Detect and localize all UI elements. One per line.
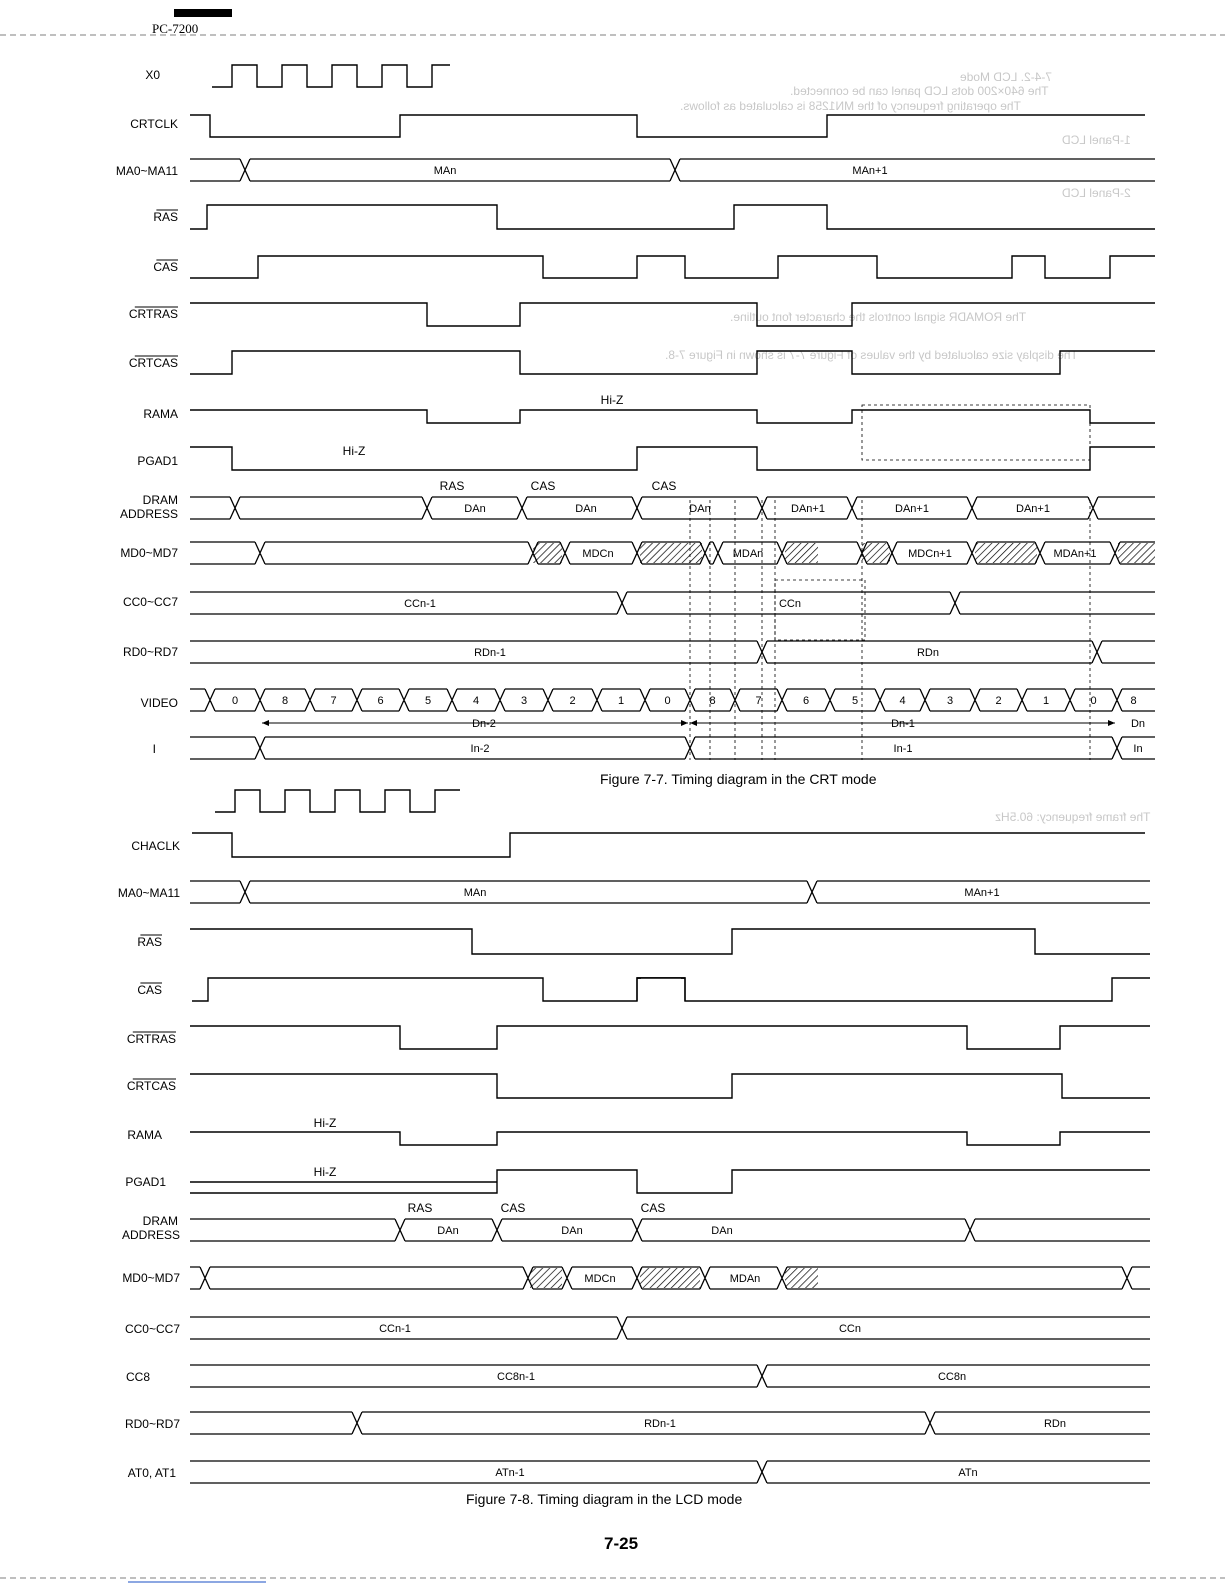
hatched-region [640, 543, 702, 563]
video-value: 4 [472, 695, 480, 707]
lcd-cas-mark: CAS [640, 1201, 666, 1215]
lcd-rama-label: RAMA [127, 1128, 162, 1142]
bus-value: DAn [464, 503, 486, 515]
bus-value: DAn [689, 503, 711, 515]
bus-value: CCn [838, 1323, 862, 1335]
video-label: VIDEO [140, 696, 178, 710]
dashed-box [775, 580, 865, 640]
video-value: 0 [1090, 695, 1097, 707]
video-span-label: Dn [1130, 718, 1146, 730]
pgad1-hiz: Hi-Z [342, 444, 366, 458]
cc-label: CC0~CC7 [122, 595, 178, 609]
bus-value: MAn [463, 887, 487, 899]
header-text: PC-7200 [152, 21, 199, 36]
video-value: 3 [520, 695, 528, 707]
bleed-line: 1-Panel LCD [1062, 133, 1131, 147]
bus-value: In [1133, 743, 1143, 755]
bus-value: ATn [958, 1467, 978, 1479]
bus-value: DAn [437, 1225, 459, 1237]
lcd-crtras-waveform [190, 1026, 1150, 1049]
bus-value: DAn [561, 1225, 583, 1237]
arrowhead [1108, 720, 1115, 726]
rama-waveform [190, 410, 1155, 423]
bus-value: MDCn+1 [908, 548, 952, 560]
bleed-line: The ROMADR signal controls the character font outline. [730, 310, 1027, 324]
ras-label: RAS [153, 210, 178, 224]
lcd-pgad1-hiz-gap [190, 1169, 495, 1171]
bus-value: ATn-1 [495, 1467, 525, 1479]
video-value: 8 [709, 695, 716, 707]
bus-value: MDAn [729, 1273, 761, 1285]
ras-waveform [190, 205, 1155, 229]
crtras-label: CRTRAS [128, 307, 178, 321]
lcd-at-bus [190, 1461, 1150, 1483]
video-value: 4 [899, 695, 906, 707]
bleed-line: The operating frequency of the MN1258 is calculated as follows. [680, 99, 1021, 113]
lcd-cc8-label: CC8 [125, 1370, 150, 1384]
md-label: MD0~MD7 [120, 546, 178, 560]
lcd-rama-waveform [190, 1132, 1150, 1145]
lcd-crtcas-waveform [190, 1074, 1150, 1098]
bus-value: MDCn [582, 548, 614, 560]
video-value: 6 [802, 695, 810, 707]
cas-label: CAS [153, 260, 178, 274]
hatched-region [640, 1268, 700, 1288]
lcd-at-label: AT0, AT1 [127, 1466, 176, 1480]
bus-value: MAn [433, 165, 457, 177]
bus-value: In-1 [893, 743, 913, 755]
lcd-dram-address-label: DRAM [142, 1214, 178, 1228]
hatched-region [862, 543, 890, 563]
crtclk-label: CRTCLK [130, 117, 178, 131]
lcd-cas-mark: CAS [500, 1201, 526, 1215]
rd-label: RD0~RD7 [122, 645, 178, 659]
lcd-cc8-bus [190, 1365, 1150, 1387]
video-value: 3 [946, 695, 954, 707]
lcd-rd-label: RD0~RD7 [124, 1417, 180, 1431]
bus-value: CCn-1 [379, 1323, 411, 1335]
chaclk-waveform [192, 833, 1145, 857]
lcd-cas-label: CAS [137, 983, 162, 997]
video-value: 0 [231, 695, 239, 707]
video-value: 1 [1042, 695, 1050, 707]
crtras-waveform [190, 303, 1155, 326]
video-value: 2 [569, 695, 576, 707]
video-value: 7 [755, 695, 762, 707]
dram-address-bus [190, 497, 1155, 519]
x0-label: X0 [145, 68, 160, 82]
bus-value: RDn [916, 647, 940, 659]
video-value: 8 [281, 695, 289, 707]
figure-7-7-caption: Figure 7-7. Timing diagram in the CRT mode [600, 771, 877, 787]
bus-value: DAn+1 [1016, 503, 1050, 515]
hatched-region [975, 543, 1037, 563]
pgad1-waveform [190, 447, 1155, 470]
video-value: 0 [664, 695, 671, 707]
arrowhead [690, 720, 697, 726]
crtcas-waveform [190, 351, 1155, 374]
ma-label: MA0~MA11 [115, 164, 178, 178]
rd-bus [190, 641, 1155, 663]
video-value: 1 [617, 695, 625, 707]
ma-bus [190, 159, 1155, 181]
bus-value: DAn [575, 503, 597, 515]
cas-mark: CAS [530, 479, 556, 493]
cas-mark: CAS [651, 479, 677, 493]
hatched-region [533, 543, 562, 563]
hatched-region [785, 543, 818, 563]
bus-value: RDn-1 [474, 647, 506, 659]
rama-label: RAMA [143, 407, 178, 421]
bleed-line: The 640×200 dots LCD panel can be connected. [790, 84, 1049, 98]
lcd-ras-label: RAS [137, 935, 162, 949]
lcd-ma-label: MA0~MA11 [117, 886, 180, 900]
page-number: 7-25 [604, 1534, 639, 1553]
bus-value: CCn [778, 598, 802, 610]
bus-value: CCn-1 [404, 598, 436, 610]
dashed-box [862, 405, 1090, 460]
bus-value: DAn+1 [791, 503, 825, 515]
bus-value: RDn-1 [644, 1418, 676, 1430]
bus-value: In-2 [470, 743, 490, 755]
video-value: 7 [330, 695, 337, 707]
ras-mark: RAS [439, 479, 465, 493]
bus-value: MAn+1 [852, 165, 888, 177]
crtcas-label: CRTCAS [128, 356, 178, 370]
lcd-cc-bus [190, 1317, 1150, 1339]
rama-hiz: Hi-Z [600, 393, 624, 407]
lcd-clock-waveform [215, 790, 460, 812]
video-value: 5 [851, 695, 859, 707]
lcd-ma-bus [190, 881, 1150, 903]
hatched-region [1118, 543, 1155, 563]
bleed-line: 7-4-2. LCD Mode [960, 70, 1053, 84]
bus-value: MAn+1 [964, 887, 1000, 899]
lcd-dram-address-bus [190, 1219, 1150, 1241]
lcd-ras-mark: RAS [407, 1201, 433, 1215]
lcd-rama-hiz: Hi-Z [313, 1116, 337, 1130]
video-value: 6 [377, 695, 384, 707]
bus-value: DAn [711, 1225, 733, 1237]
pgad1-label: PGAD1 [137, 454, 178, 468]
dram-address-label: DRAM [142, 493, 178, 507]
lcd-crtras-label: CRTRAS [126, 1032, 176, 1046]
lcd-cas-gap [641, 978, 681, 1001]
bus-value: MDAn [732, 548, 764, 560]
video-span-label: Dn-1 [891, 718, 915, 730]
arrowhead [262, 720, 269, 726]
cc-bus [190, 592, 1155, 614]
dram-address-label: ADDRESS [119, 507, 178, 521]
video-value: 2 [995, 695, 1002, 707]
x0-waveform [212, 65, 450, 87]
lcd-cc-label: CC0~CC7 [124, 1322, 180, 1336]
i-label: I [152, 742, 156, 756]
bleed-line: 2-Panel LCD [1062, 186, 1131, 200]
hatched-region [785, 1268, 818, 1288]
lcd-ras-waveform [190, 929, 1150, 954]
video-span-label: Dn-2 [472, 718, 496, 730]
bus-value: DAn+1 [895, 503, 929, 515]
bus-value: CC8n-1 [497, 1371, 535, 1383]
video-value: 8 [1130, 695, 1137, 707]
bleed-line: The frame frequency: 60.5Hz [995, 810, 1151, 824]
bus-value: RDn [1043, 1418, 1067, 1430]
lcd-md-label: MD0~MD7 [122, 1271, 180, 1285]
hatched-region [530, 1268, 562, 1288]
lcd-dram-address-label: ADDRESS [121, 1228, 180, 1242]
bus-value: MDAn+1 [1053, 548, 1097, 560]
lcd-crtcas-label: CRTCAS [126, 1079, 176, 1093]
bus-value: MDCn [584, 1273, 616, 1285]
bleed-line: The display size calculated by the values of Figure 7-7 is shown in Figure 7-8. [665, 348, 1078, 362]
crtclk-waveform [190, 115, 1145, 137]
chaclk-label: CHACLK [131, 839, 180, 853]
lcd-pgad1-hiz: Hi-Z [313, 1165, 337, 1179]
bus-value: CC8n [937, 1371, 967, 1383]
arrowhead [681, 720, 688, 726]
cas-waveform [190, 256, 1155, 278]
video-value: 5 [424, 695, 432, 707]
i-bus [190, 737, 1155, 759]
lcd-pgad1-label: PGAD1 [125, 1175, 166, 1189]
figure-7-8-caption: Figure 7-8. Timing diagram in the LCD mode [466, 1491, 743, 1507]
